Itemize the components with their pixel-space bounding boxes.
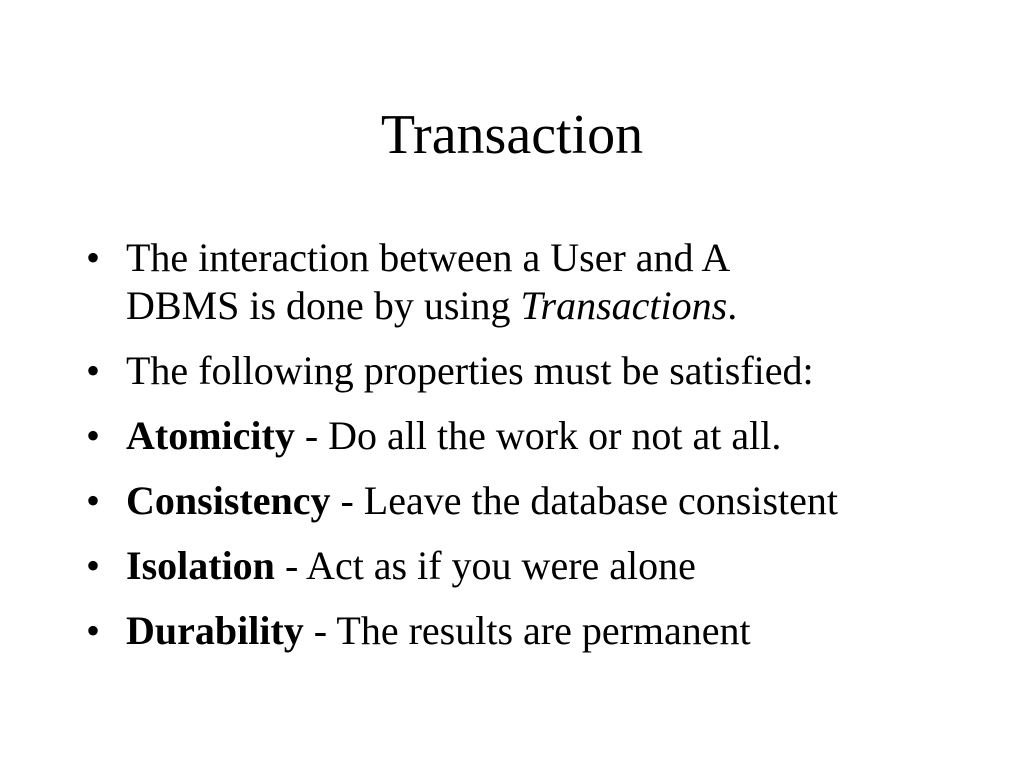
bullet-icon: • (86, 235, 101, 280)
bullet-icon: • (86, 348, 101, 393)
bullet-text (126, 234, 826, 330)
bullet-icon: • (86, 413, 101, 458)
bullet-term: Consistency (126, 478, 331, 523)
bullet-description: - Do all the work or not at all. (294, 413, 782, 458)
bullet-description: - The results are permanent (303, 608, 751, 653)
bullet-text-pre: The interaction between a User and A DBMS is done by using (126, 235, 728, 328)
bullet-list (86, 234, 986, 672)
bullet-item-atomicity (86, 412, 986, 460)
bullet-text-post: . (727, 283, 738, 328)
bullet-icon: • (86, 543, 101, 588)
bullet-icon: • (86, 478, 101, 523)
bullet-term: Durability (126, 608, 304, 653)
bullet-icon: • (86, 608, 101, 653)
bullet-item-properties (86, 347, 986, 395)
bullet-text: The following properties must be satisfied: (126, 348, 814, 393)
bullet-description: - Leave the database consistent (330, 478, 839, 523)
bullet-description: - Act as if you were alone (274, 543, 696, 588)
bullet-term: Atomicity (126, 413, 295, 458)
bullet-item-isolation (86, 542, 986, 590)
bullet-term: Isolation (126, 543, 275, 588)
bullet-emphasis: Transactions (520, 283, 728, 328)
bullet-item-consistency (86, 477, 986, 525)
bullet-item-durability (86, 607, 986, 655)
slide-title: Transaction (380, 104, 644, 166)
bullet-item-transactions (86, 234, 986, 330)
